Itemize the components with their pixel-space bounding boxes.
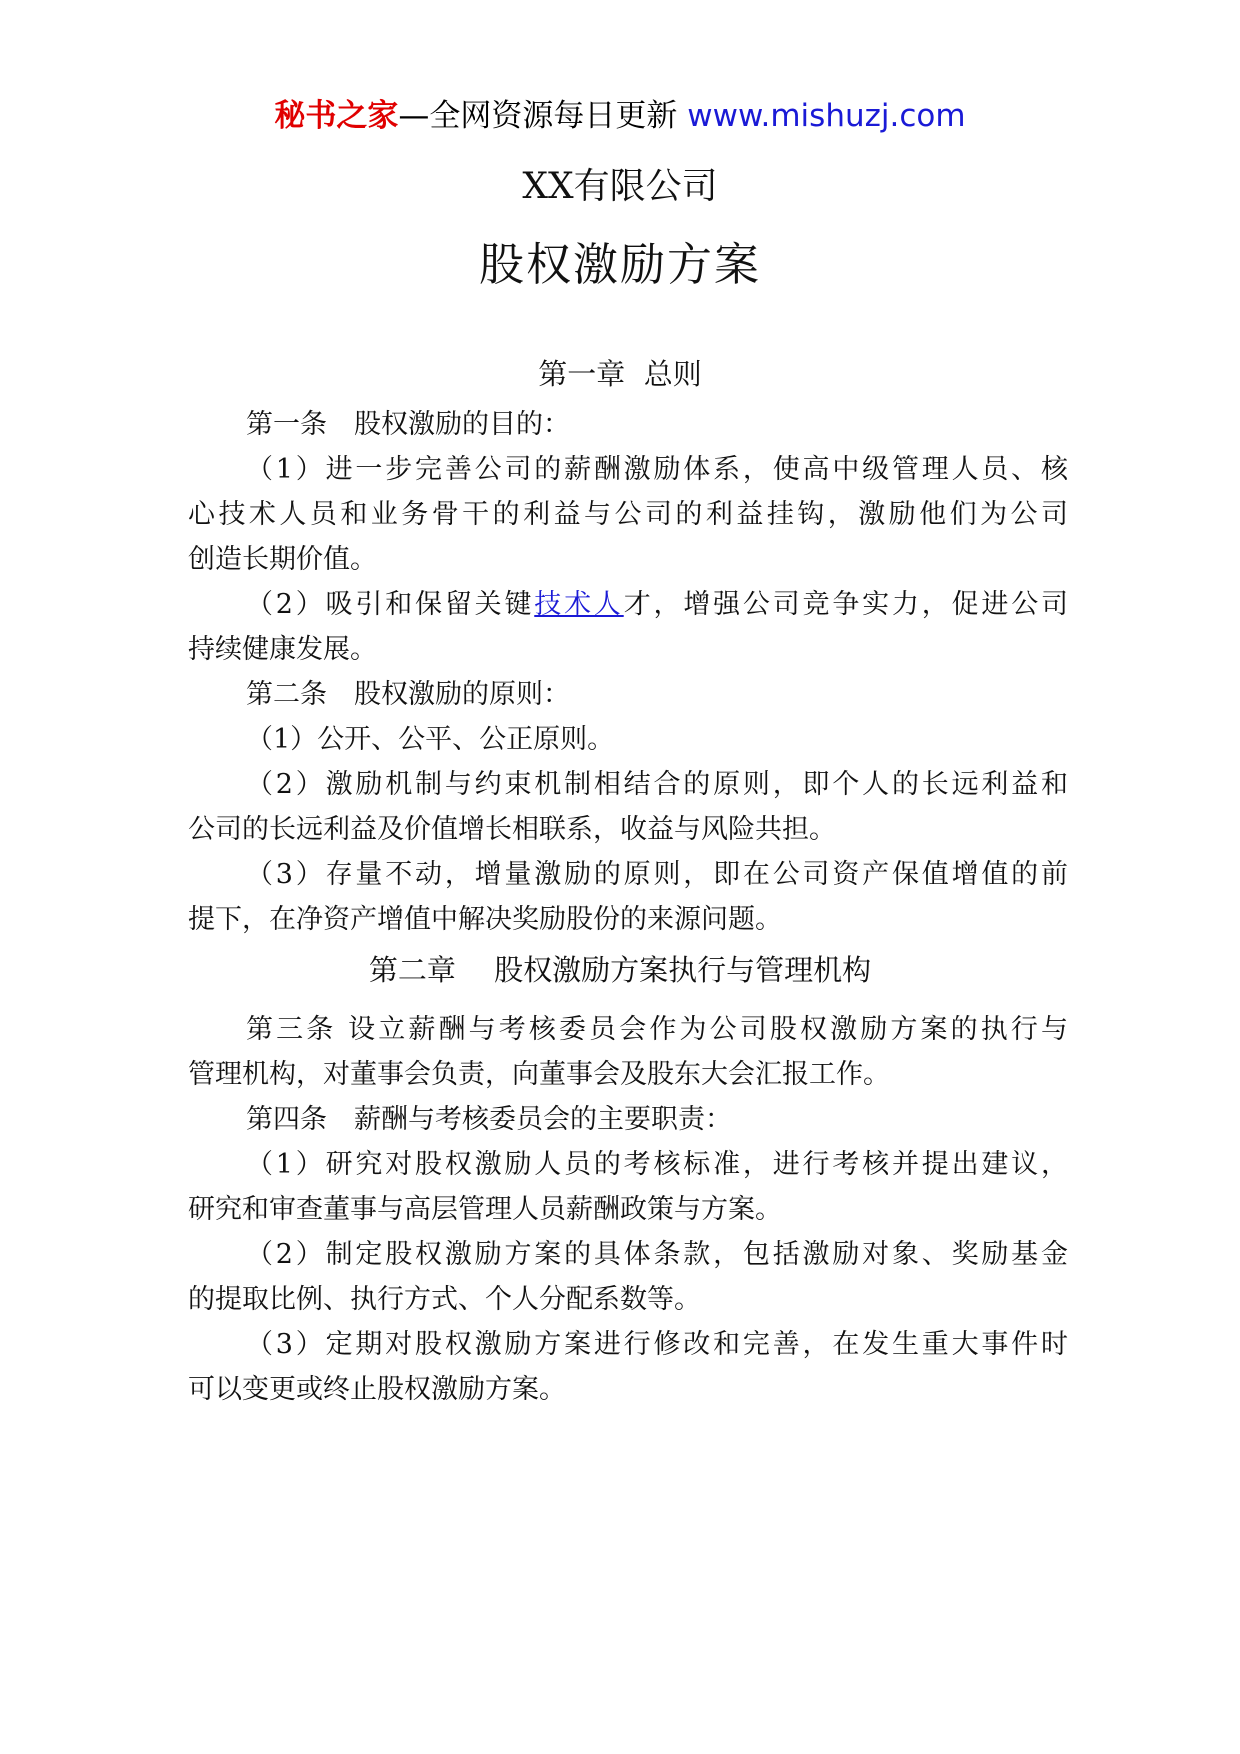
chapter-1-heading: 第一章 总则 — [538, 357, 702, 391]
article-1-item-2-text-a: （2）吸引和保留关键 — [246, 589, 535, 620]
article-2-heading: 第二条 股权激励的原则： — [246, 679, 570, 710]
article-1-item-2-line-1 — [246, 586, 1068, 624]
article-2-item-1: （1）公开、公平、公正原则。 — [246, 724, 615, 755]
article-4-item-1-line-1: （1）研究对股权激励人员的考核标准，进行考核并提出建议， — [246, 1149, 1068, 1180]
article-1-item-2-text-b: 才，增强公司竞争实力，促进公司 — [623, 589, 1069, 620]
article-3-line-1: 第三条 设立薪酬与考核委员会作为公司股权激励方案的执行与 — [246, 1014, 1068, 1045]
article-2-item-2-line-1: （2）激励机制与约束机制相结合的原则，即个人的长远利益和 — [246, 769, 1068, 800]
chapter-2-heading: 第二章 股权激励方案执行与管理机构 — [368, 953, 872, 987]
article-4-heading: 第四条 薪酬与考核委员会的主要职责： — [246, 1104, 732, 1135]
article-4-item-2-line-2: 的提取比例、执行方式、个人分配系数等。 — [188, 1284, 701, 1315]
article-1-item-1-line-1: （1）进一步完善公司的薪酬激励体系，使高中级管理人员、核 — [246, 454, 1068, 485]
article-2-item-2-line-2: 公司的长远利益及价值增长相联系，收益与风险共担。 — [188, 814, 836, 845]
banner-brand: 秘书之家 — [274, 98, 399, 134]
article-4-item-3-line-1: （3）定期对股权激励方案进行修改和完善，在发生重大事件时 — [246, 1329, 1068, 1360]
article-1-item-1-line-3: 创造长期价值。 — [188, 544, 377, 575]
article-1-item-2-line-2: 持续健康发展。 — [188, 634, 377, 665]
banner-url-link[interactable]: www.mishuzj.com — [687, 98, 966, 134]
article-4-item-3-line-2: 可以变更或终止股权激励方案。 — [188, 1374, 566, 1405]
article-1-item-1-line-2: 心技术人员和业务骨干的利益与公司的利益挂钩，激励他们为公司 — [188, 499, 1068, 530]
article-2-item-3-line-1: （3）存量不动，增量激励的原则，即在公司资产保值增值的前 — [246, 859, 1068, 890]
site-banner — [0, 96, 1240, 136]
article-1-heading: 第一条 股权激励的目的： — [246, 409, 570, 440]
article-4-item-1-line-2: 研究和审查董事与高层管理人员薪酬政策与方案。 — [188, 1194, 782, 1225]
document-title: 股权激励方案 — [478, 238, 761, 291]
banner-slogan: —全网资源每日更新 — [398, 98, 688, 134]
article-4-item-2-line-1: （2）制定股权激励方案的具体条款，包括激励对象、奖励基金 — [246, 1239, 1068, 1270]
article-3-line-2: 管理机构，对董事会负责，向董事会及股东大会汇报工作。 — [188, 1059, 890, 1090]
technical-talent-link[interactable]: 技术人 — [534, 589, 624, 620]
article-2-item-3-line-2: 提下，在净资产增值中解决奖励股份的来源问题。 — [188, 904, 782, 935]
company-name: XX有限公司 — [522, 166, 718, 207]
